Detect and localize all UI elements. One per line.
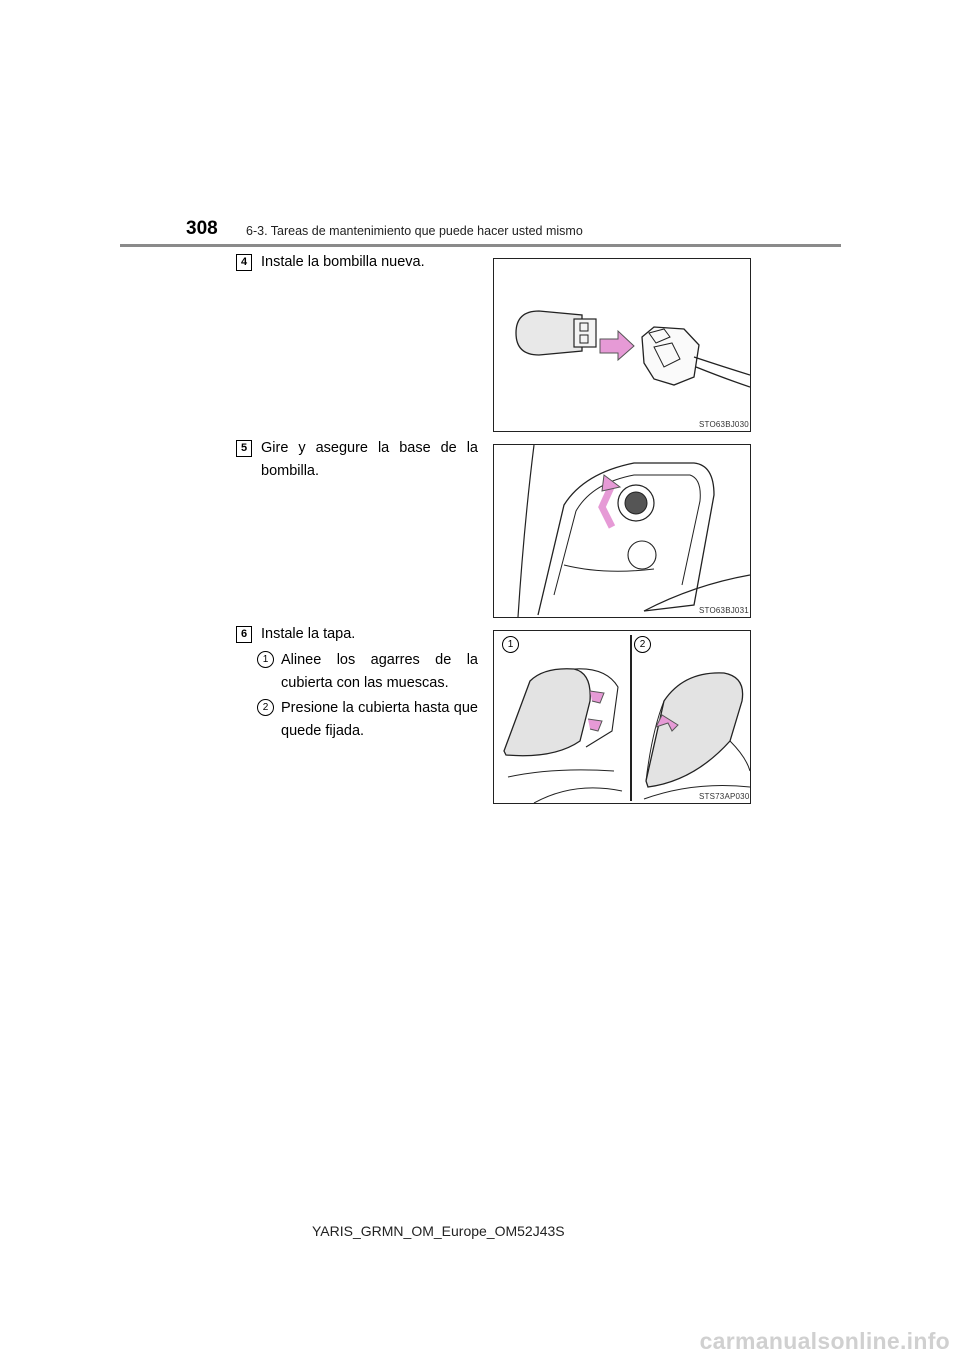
- watermark: carmanualsonline.info: [699, 1328, 950, 1354]
- figure-label-2: 2: [634, 636, 651, 653]
- figure-code: STO63BJ031: [699, 606, 749, 615]
- direction-arrow: [600, 331, 634, 360]
- step-6-text: Instale la tapa.: [261, 626, 356, 642]
- figure-code: STO63BJ030: [699, 420, 749, 429]
- header-divider: [120, 244, 841, 247]
- figure-install-cover: [493, 630, 751, 804]
- figure-install-bulb: [493, 258, 751, 432]
- bulb-illustration: [494, 259, 750, 431]
- step-5-badge: 5: [236, 440, 252, 457]
- document-code: YARIS_GRMN_OM_Europe_OM52J43S: [312, 1223, 565, 1239]
- step-4-badge: 4: [236, 254, 252, 271]
- substep-2-badge: 2: [257, 699, 274, 716]
- substep-2-text: Presione la cubierta hasta que quede fijada.: [281, 700, 478, 739]
- figure-label-1: 1: [502, 636, 519, 653]
- step-4-text: Instale la bombilla nueva.: [261, 254, 425, 270]
- step-5-text: Gire y asegure la base de la bombilla.: [261, 440, 478, 479]
- figure-code: STS73AP030: [699, 792, 750, 801]
- figure-secure-bulb: [493, 444, 751, 618]
- lamp-housing-illustration: [494, 445, 750, 617]
- cover-illustration: [494, 631, 750, 803]
- section-title: 6-3. Tareas de mantenimiento que puede hacer usted mismo: [246, 224, 583, 238]
- substep-1-text: Alinee los agarres de la cubierta con las muescas.: [281, 652, 478, 691]
- page-number: 308: [186, 218, 218, 239]
- step-6-badge: 6: [236, 626, 252, 643]
- rotate-arrow: [602, 475, 620, 491]
- substep-1-badge: 1: [257, 651, 274, 668]
